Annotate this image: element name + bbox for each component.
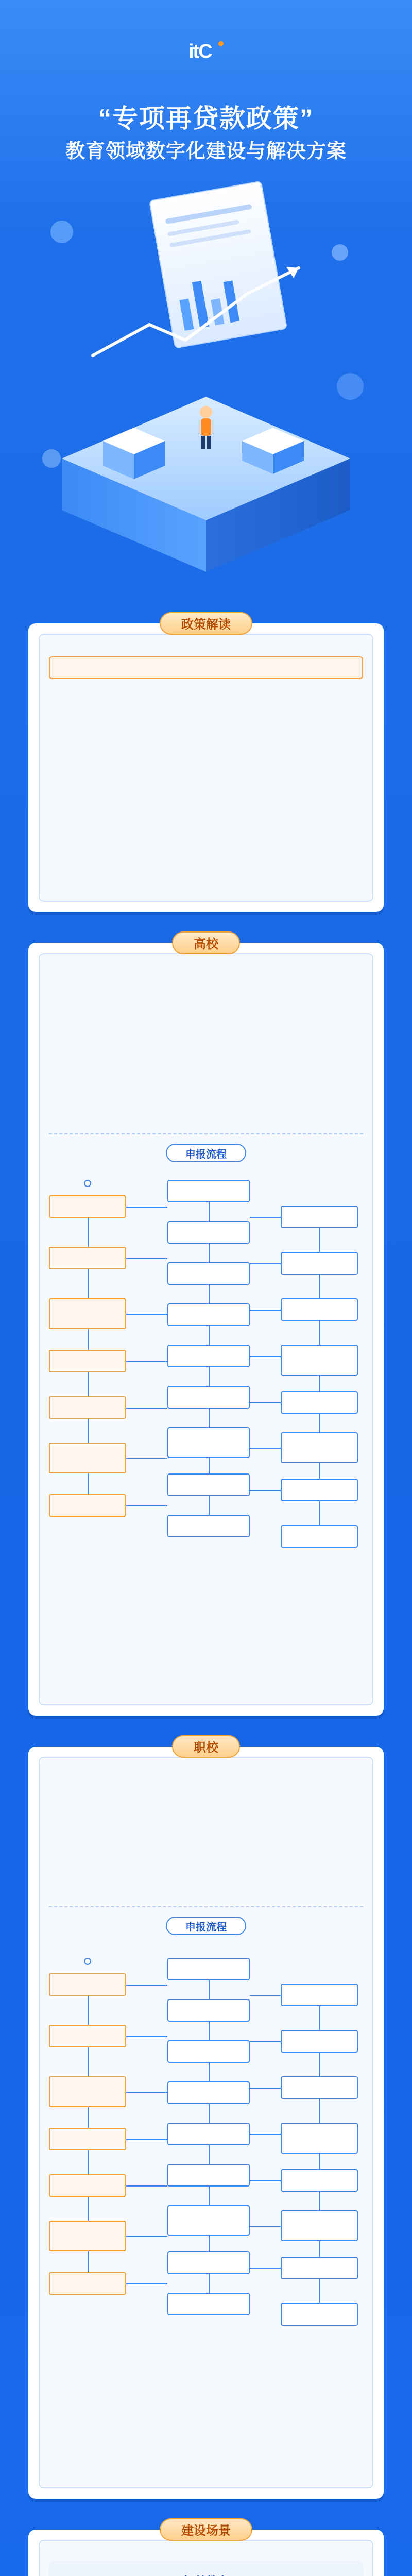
flow-connector: [126, 1207, 167, 1208]
flow-connector: [126, 1361, 167, 1362]
university-flow-step: [167, 1386, 250, 1409]
flow-connector: [250, 1356, 281, 1357]
flow-connector: [126, 1505, 167, 1506]
vocational-tab: 职校: [172, 1735, 240, 1758]
vocational-line: [54, 1839, 358, 1855]
policy-line: [54, 739, 358, 754]
policy-line: [54, 770, 358, 785]
policy-line: [54, 754, 358, 770]
vocational-line: [54, 1855, 358, 1870]
university-text: [54, 974, 358, 1113]
scenes-tab: 建设场景: [160, 2518, 252, 2541]
vocational-flow-step: [167, 2164, 250, 2187]
scene-card-smart-classroom: [49, 2561, 363, 2576]
flow-connector: [126, 1458, 167, 1459]
policy-line: [54, 832, 358, 847]
flow-connector: [126, 2139, 167, 2140]
vocational-flow-step: [167, 2123, 250, 2145]
vocational-line: [54, 1793, 358, 1808]
university-flow-title: 申报流程: [166, 1144, 246, 1162]
scene-title: [49, 2573, 363, 2576]
flow-connector: [250, 2088, 281, 2089]
policy-text: [54, 692, 358, 862]
university-flow-step: [167, 1303, 250, 1326]
policy-panel: [28, 617, 384, 912]
flow-connector: [250, 2041, 281, 2042]
vocational-flow-step: [281, 2210, 358, 2241]
university-flow-step: [49, 1298, 126, 1329]
vocational-flow-step: [49, 2221, 126, 2251]
vocational-divider: [49, 1906, 363, 1907]
university-line: [54, 1020, 358, 1036]
policy-highlight-box: [49, 656, 363, 679]
scenes-panel: [28, 2523, 384, 2576]
university-line: [54, 1097, 358, 1113]
flow-connector: [250, 1217, 281, 1218]
flow-connector: [126, 1258, 167, 1259]
policy-line: [54, 692, 358, 708]
flow-connector: [126, 2185, 167, 2187]
flow-connector: [250, 1995, 281, 1996]
vocational-flow-step: [281, 2169, 358, 2192]
vocational-flow-step: [167, 1958, 250, 1980]
university-line: [54, 1066, 358, 1082]
vocational-flow-title: 申报流程: [166, 1917, 246, 1935]
university-flow-step: [167, 1221, 250, 1244]
brand-logo: [188, 41, 224, 62]
vocational-text: [54, 1777, 358, 1886]
university-line: [54, 1005, 358, 1020]
vocational-flow-step: [281, 2076, 358, 2099]
university-flow-step: [281, 1479, 358, 1501]
vocational-line: [54, 1870, 358, 1886]
vocational-flow-step: [49, 2128, 126, 2150]
university-line: [54, 1051, 358, 1066]
university-flow-step: [167, 1515, 250, 1537]
flow-connector: [250, 2180, 281, 2181]
vocational-flow-step: [281, 2303, 358, 2326]
brand-logo-text: itC: [188, 41, 212, 62]
university-flow-step: [281, 1432, 358, 1463]
flow-connector: [250, 1448, 281, 1449]
vocational-line: [54, 1824, 358, 1839]
university-flow-step: [281, 1525, 358, 1548]
flow-connector: [126, 2036, 167, 2037]
flow-connector: [126, 1408, 167, 1409]
university-line: [54, 974, 358, 989]
vocational-flow-step: [167, 2040, 250, 2063]
university-flow-step: [281, 1298, 358, 1321]
university-flow-step: [281, 1391, 358, 1414]
university-flow-step: [49, 1494, 126, 1517]
hero-illustration: [31, 170, 381, 582]
university-flow-start-dot: [84, 1180, 91, 1187]
university-divider: [49, 1133, 363, 1134]
hero-section: [0, 0, 412, 608]
flow-connector: [126, 2236, 167, 2237]
university-flow-step: [49, 1247, 126, 1269]
university-flow-step: [49, 1350, 126, 1372]
vocational-line: [54, 1777, 358, 1793]
policy-line: [54, 723, 358, 739]
vocational-flow-step: [49, 2025, 126, 2047]
policy-line: [54, 785, 358, 801]
vocational-flowchart: [39, 1953, 373, 2468]
university-flow-step: [281, 1206, 358, 1228]
vocational-flow-start-dot: [84, 1958, 91, 1965]
university-flow-step: [167, 1345, 250, 1367]
university-flow-step: [49, 1443, 126, 1473]
university-flowchart: [39, 1175, 373, 1690]
vocational-flow-step: [167, 2251, 250, 2274]
hero-title: “专项再贷款政策”: [98, 104, 314, 133]
vocational-flow-step: [281, 2257, 358, 2279]
university-flow-step: [167, 1427, 250, 1458]
vocational-flow-step: [49, 2174, 126, 2197]
vocational-flow-step: [281, 1984, 358, 2006]
policy-line: [54, 847, 358, 862]
flow-connector: [126, 2092, 167, 2093]
university-line: [54, 1036, 358, 1051]
vocational-flow-step: [167, 2081, 250, 2104]
university-tab: 高校: [172, 931, 240, 954]
vocational-line: [54, 1808, 358, 1824]
university-flow-step: [167, 1473, 250, 1496]
flow-connector: [126, 2283, 167, 2284]
vocational-panel: [28, 1740, 384, 2499]
flow-connector: [250, 2268, 281, 2269]
policy-line: [54, 816, 358, 832]
brand-logo-dot: [218, 41, 224, 46]
hero-subtitle: 教育领域数字化建设与解决方案: [65, 141, 347, 162]
flow-connector: [250, 1310, 281, 1311]
flow-connector: [250, 2134, 281, 2135]
flow-connector: [250, 1402, 281, 1403]
university-panel: [28, 937, 384, 1716]
university-flow-step: [167, 1180, 250, 1202]
university-line: [54, 989, 358, 1005]
policy-line: [54, 801, 358, 816]
vocational-flow-step: [167, 1999, 250, 2022]
flow-connector: [126, 1985, 167, 1986]
university-flow-step: [281, 1345, 358, 1376]
flow-connector: [250, 1490, 281, 1491]
vocational-flow-step: [167, 2205, 250, 2236]
vocational-flow-step: [281, 2123, 358, 2154]
vocational-flow-step: [49, 2076, 126, 2107]
policy-tab: 政策解读: [160, 612, 252, 635]
vocational-flow-step: [281, 2030, 358, 2053]
flow-connector: [250, 1263, 281, 1264]
university-line: [54, 1082, 358, 1097]
policy-line: [54, 708, 358, 723]
vocational-flow-step: [49, 2272, 126, 2295]
university-flow-step: [167, 1262, 250, 1285]
flow-connector: [250, 2226, 281, 2227]
university-flow-step: [49, 1195, 126, 1218]
vocational-flow-step: [49, 1973, 126, 1996]
vocational-flow-step: [167, 2293, 250, 2315]
university-flow-step: [281, 1252, 358, 1275]
university-flow-step: [49, 1396, 126, 1419]
flow-connector: [126, 1314, 167, 1315]
